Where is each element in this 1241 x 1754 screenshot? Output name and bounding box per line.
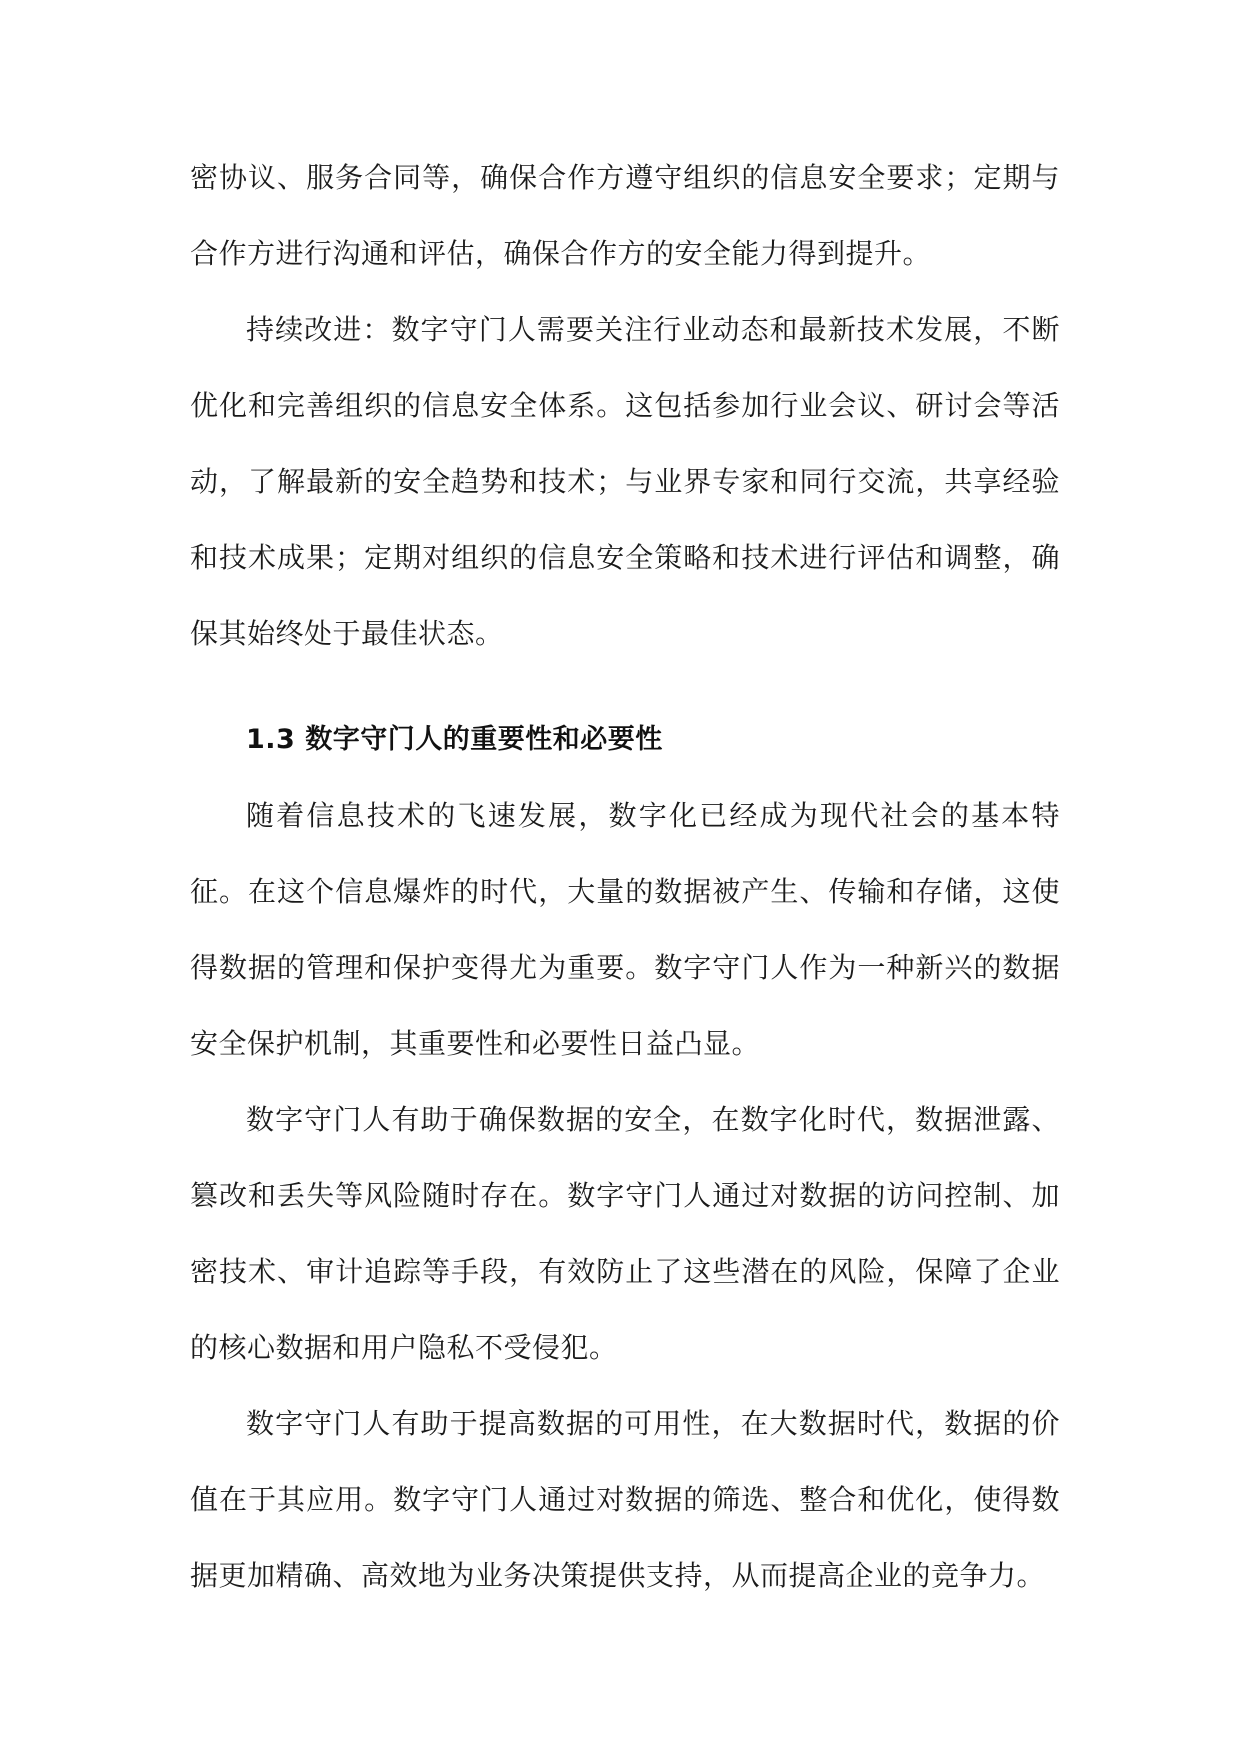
document-body xyxy=(190,140,1060,1614)
section-heading: 1.3 数字守门人的重要性和必要性 xyxy=(246,724,663,755)
paragraph-data-security: 数字守门人有助于确保数据的安全，在数字化时代，数据泄露、篡改和丢失等风险随时存在。数字守门人通过对数据的访问控制、加密技术、审计追踪等手段，有效防止了这些潜在的风险，保障了企业的核心数据和用户隐私不受侵犯。 xyxy=(190,1103,1060,1364)
paragraph-intro: 随着信息技术的飞速发展，数字化已经成为现代社会的基本特征。在这个信息爆炸的时代，大量的数据被产生、传输和存储，这使得数据的管理和保护变得尤为重要。数字守门人作为一种新兴的数据安全保护机制，其重要性和必要性日益凸显。 xyxy=(190,799,1060,1060)
paragraph-data-availability: 数字守门人有助于提高数据的可用性，在大数据时代，数据的价值在于其应用。数字守门人通过对数据的筛选、整合和优化，使得数据更加精确、高效地为业务决策提供支持，从而提高企业的竞争力。 xyxy=(190,1407,1060,1592)
paragraph-continuation: 密协议、服务合同等，确保合作方遵守组织的信息安全要求；定期与合作方进行沟通和评估，确保合作方的安全能力得到提升。 xyxy=(190,161,1060,270)
paragraph-continuous-improvement: 持续改进：数字守门人需要关注行业动态和最新技术发展，不断优化和完善组织的信息安全体系。这包括参加行业会议、研讨会等活动，了解最新的安全趋势和技术；与业界专家和同行交流，共享经验和技术成果；定期对组织的信息安全策略和技术进行评估和调整，确保其始终处于最佳状态。 xyxy=(190,313,1060,650)
